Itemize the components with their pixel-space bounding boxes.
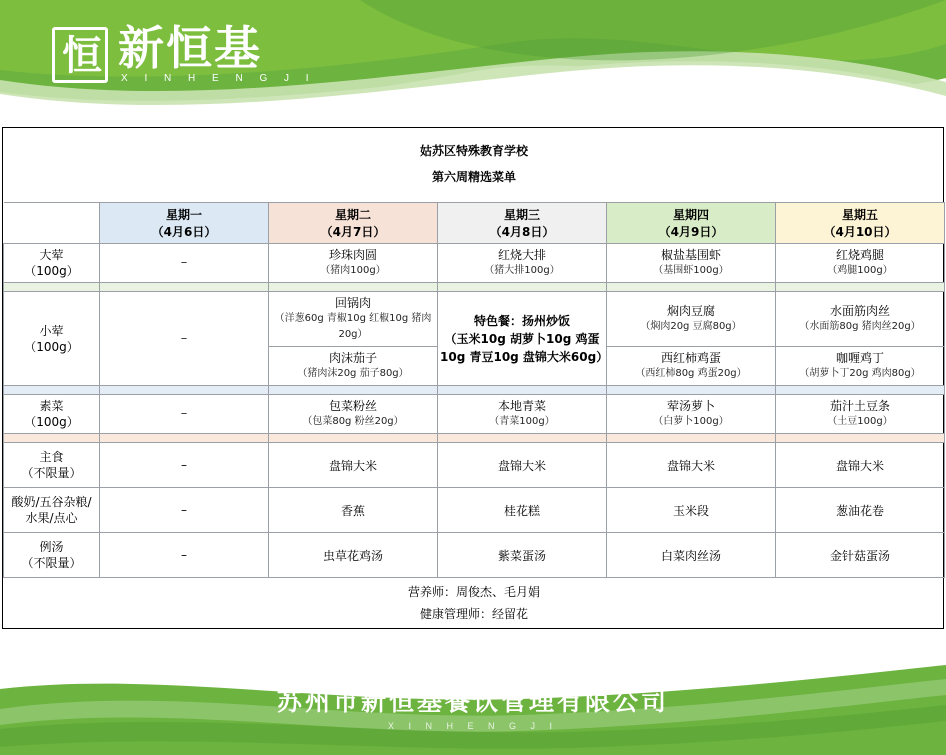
cell-big-dish-wed bbox=[438, 244, 607, 283]
cell-big-dish-wed-sub: （猪大排100g） bbox=[484, 265, 560, 276]
row-small-dish-a bbox=[4, 292, 945, 347]
cell-small-dish-thu-a-name: 焖肉豆腐 bbox=[666, 304, 715, 318]
header-friday-day: 星期五 bbox=[842, 208, 879, 222]
cell-snack-thu: 玉米段 bbox=[607, 488, 776, 533]
spacer-cell bbox=[438, 434, 607, 443]
cell-soup-wed: 紫菜蛋汤 bbox=[438, 533, 607, 578]
header-tuesday-day: 星期二 bbox=[334, 208, 371, 222]
header-thursday bbox=[607, 203, 776, 244]
menu-title-row bbox=[4, 128, 945, 203]
menu-title-cell bbox=[4, 128, 945, 203]
spacer-cell bbox=[4, 386, 100, 395]
cell-small-dish-fri-a-name: 水面筋肉丝 bbox=[830, 304, 891, 318]
spacer-cell bbox=[4, 283, 100, 292]
logo-mark-glyph: 恒 bbox=[62, 33, 98, 79]
menu-header-row bbox=[4, 203, 945, 244]
cell-big-dish-wed-name: 红烧大排 bbox=[497, 248, 546, 262]
spacer-cell bbox=[4, 434, 100, 443]
header-tuesday-date: （4月7日） bbox=[320, 225, 386, 239]
cell-vegetable-fri-sub: （土豆100g） bbox=[827, 416, 893, 427]
header-thursday-day: 星期四 bbox=[672, 208, 709, 222]
row-label-big-dish-weight: （100g） bbox=[24, 264, 79, 278]
header-thursday-date: （4月9日） bbox=[658, 225, 724, 239]
header-monday-day: 星期一 bbox=[165, 208, 202, 222]
header-monday-date: （4月6日） bbox=[151, 225, 217, 239]
cell-vegetable-thu bbox=[607, 395, 776, 434]
spacer-cell bbox=[438, 283, 607, 292]
row-spacer-1 bbox=[4, 283, 945, 292]
health-manager-note: 健康管理师：经留花 bbox=[420, 607, 529, 621]
cell-small-dish-mon bbox=[100, 292, 269, 386]
spacer-cell bbox=[438, 386, 607, 395]
cell-small-dish-tue-b-sub: （猪肉沫20g 茄子80g） bbox=[297, 368, 409, 379]
row-soup bbox=[4, 533, 945, 578]
cell-small-dish-mon-name: – bbox=[180, 330, 188, 346]
logo-mark-icon bbox=[52, 27, 108, 83]
cell-big-dish-thu-sub: （基围虾100g） bbox=[653, 265, 729, 276]
cell-big-dish-fri-sub: （鸡腿100g） bbox=[827, 265, 893, 276]
cell-big-dish-fri-name: 红烧鸡腿 bbox=[836, 248, 885, 262]
header-corner bbox=[4, 203, 100, 244]
row-label-snack bbox=[4, 488, 100, 533]
cell-vegetable-wed-name: 本地青菜 bbox=[497, 399, 546, 413]
spacer-cell bbox=[607, 283, 776, 292]
spacer-cell bbox=[100, 386, 269, 395]
cell-vegetable-fri-name: 茄汁土豆条 bbox=[830, 399, 891, 413]
row-label-soup-name: 例汤 bbox=[39, 540, 64, 554]
spacer-cell bbox=[100, 434, 269, 443]
cell-staple-thu: 盘锦大米 bbox=[607, 443, 776, 488]
spacer-cell bbox=[776, 283, 945, 292]
company-name-cn: 苏州市新恒基餐饮管理有限公司 bbox=[276, 687, 669, 716]
cell-snack-fri: 葱油花卷 bbox=[776, 488, 945, 533]
header-banner bbox=[0, 0, 946, 126]
cell-big-dish-thu bbox=[607, 244, 776, 283]
brand-name-en: X I N H E N G J I bbox=[121, 73, 316, 84]
spacer-cell bbox=[776, 386, 945, 395]
menu-sheet bbox=[2, 127, 944, 629]
cell-big-dish-thu-name: 椒盐基围虾 bbox=[660, 248, 721, 262]
cell-vegetable-mon bbox=[100, 395, 269, 434]
footer-text bbox=[0, 682, 946, 731]
cell-soup-thu: 白菜肉丝汤 bbox=[607, 533, 776, 578]
cell-small-dish-thu-a bbox=[607, 292, 776, 347]
cell-vegetable-thu-name: 荤汤萝卜 bbox=[666, 399, 715, 413]
cell-small-dish-fri-a-sub: （水面筋80g 猪肉丝20g） bbox=[799, 321, 921, 332]
cell-vegetable-tue bbox=[269, 395, 438, 434]
row-label-vegetable-weight: （100g） bbox=[24, 415, 79, 429]
row-label-big-dish bbox=[4, 244, 100, 283]
cell-small-dish-thu-a-sub: （焖肉20g 豆腐80g） bbox=[640, 321, 742, 332]
row-label-staple-name: 主食 bbox=[39, 450, 64, 464]
cell-big-dish-mon-name: – bbox=[180, 255, 188, 270]
cell-vegetable-tue-name: 包菜粉丝 bbox=[328, 399, 377, 413]
cell-small-dish-tue-b-name: 肉沫茄子 bbox=[328, 351, 377, 365]
cell-small-dish-fri-b bbox=[776, 347, 945, 386]
feature-meal-detail-2: 10g 青豆10g 盘锦大米60g） bbox=[440, 349, 609, 364]
cell-big-dish-tue bbox=[269, 244, 438, 283]
cell-snack-tue: 香蕉 bbox=[269, 488, 438, 533]
feature-meal-title: 特色餐：扬州炒饭 bbox=[473, 313, 570, 328]
cell-vegetable-fri bbox=[776, 395, 945, 434]
header-wednesday-day: 星期三 bbox=[503, 208, 540, 222]
row-label-small-dish-name: 小荤 bbox=[39, 323, 64, 338]
spacer-cell bbox=[269, 434, 438, 443]
notes-cell bbox=[4, 578, 945, 629]
cell-small-dish-thu-b-name: 西红柿鸡蛋 bbox=[660, 351, 721, 365]
row-big-dish bbox=[4, 244, 945, 283]
row-label-small-dish-weight: （100g） bbox=[24, 339, 79, 354]
footer-banner bbox=[0, 665, 946, 755]
cell-small-dish-thu-b-sub: （西红柿80g 鸡蛋20g） bbox=[635, 368, 747, 379]
spacer-cell bbox=[607, 434, 776, 443]
cell-big-dish-tue-sub: （猪肉100g） bbox=[320, 265, 386, 276]
cell-vegetable-mon-name: – bbox=[180, 406, 188, 421]
cell-soup-tue: 虫草花鸡汤 bbox=[269, 533, 438, 578]
cell-soup-fri: 金针菇蛋汤 bbox=[776, 533, 945, 578]
menu-week-title: 第六周精选菜单 bbox=[432, 170, 517, 184]
row-label-staple bbox=[4, 443, 100, 488]
row-label-snack-line2: 水果/点心 bbox=[25, 511, 78, 525]
cell-small-dish-fri-b-name: 咖喱鸡丁 bbox=[836, 351, 885, 365]
nutritionist-note: 营养师：周俊杰、毛月娟 bbox=[408, 585, 541, 599]
row-spacer-3 bbox=[4, 434, 945, 443]
cell-big-dish-fri bbox=[776, 244, 945, 283]
cell-small-dish-fri-b-sub: （胡萝卜丁20g 鸡肉80g） bbox=[799, 368, 921, 379]
cell-staple-tue: 盘锦大米 bbox=[269, 443, 438, 488]
row-label-big-dish-name: 大荤 bbox=[39, 248, 64, 262]
cell-staple-fri: 盘锦大米 bbox=[776, 443, 945, 488]
cell-feature-meal-wed bbox=[438, 292, 607, 386]
logo bbox=[52, 21, 316, 86]
row-label-soup-note: （不限量） bbox=[21, 556, 82, 570]
row-label-small-dish bbox=[4, 292, 100, 386]
cell-snack-wed: 桂花糕 bbox=[438, 488, 607, 533]
row-vegetable bbox=[4, 395, 945, 434]
cell-small-dish-tue-b bbox=[269, 347, 438, 386]
cell-vegetable-tue-sub: （包菜80g 粉丝20g） bbox=[302, 416, 404, 427]
row-snack bbox=[4, 488, 945, 533]
feature-meal-detail-1: （玉米10g 胡萝卜10g 鸡蛋 bbox=[444, 331, 600, 346]
menu-table bbox=[3, 128, 945, 628]
cell-vegetable-wed-sub: （青菜100g） bbox=[489, 416, 555, 427]
row-label-staple-note: （不限量） bbox=[21, 466, 82, 480]
school-name: 姑苏区特殊教育学校 bbox=[420, 144, 529, 158]
cell-staple-mon: – bbox=[100, 443, 269, 488]
cell-soup-mon: – bbox=[100, 533, 269, 578]
cell-staple-wed: 盘锦大米 bbox=[438, 443, 607, 488]
spacer-cell bbox=[269, 386, 438, 395]
cell-snack-mon: – bbox=[100, 488, 269, 533]
header-friday bbox=[776, 203, 945, 244]
row-label-vegetable bbox=[4, 395, 100, 434]
spacer-cell bbox=[607, 386, 776, 395]
row-label-soup bbox=[4, 533, 100, 578]
header-tuesday bbox=[269, 203, 438, 244]
spacer-cell bbox=[269, 283, 438, 292]
cell-big-dish-tue-name: 珍珠肉圆 bbox=[328, 248, 377, 262]
cell-vegetable-wed bbox=[438, 395, 607, 434]
cell-small-dish-tue-a-name: 回锅肉 bbox=[334, 296, 371, 310]
cell-big-dish-mon bbox=[100, 244, 269, 283]
row-label-vegetable-name: 素菜 bbox=[39, 399, 64, 413]
brand-name-cn: 新恒基 bbox=[118, 21, 262, 75]
spacer-cell bbox=[100, 283, 269, 292]
row-label-snack-line1: 酸奶/五谷杂粮/ bbox=[11, 495, 92, 509]
cell-small-dish-tue-a-sub: （洋葱60g 青椒10g 红椒10g 猪肉20g） bbox=[274, 313, 432, 340]
spacer-cell bbox=[776, 434, 945, 443]
cell-small-dish-tue-a bbox=[269, 292, 438, 347]
cell-small-dish-thu-b bbox=[607, 347, 776, 386]
header-monday bbox=[100, 203, 269, 244]
row-spacer-2 bbox=[4, 386, 945, 395]
header-wednesday-date: （4月8日） bbox=[489, 225, 555, 239]
row-notes bbox=[4, 578, 945, 629]
cell-small-dish-fri-a bbox=[776, 292, 945, 347]
header-friday-date: （4月10日） bbox=[823, 225, 897, 239]
cell-vegetable-thu-sub: （白萝卜100g） bbox=[653, 416, 729, 427]
company-name-en: X I N H E N G J I bbox=[387, 721, 558, 731]
logo-text bbox=[118, 21, 316, 86]
row-staple bbox=[4, 443, 945, 488]
header-wednesday bbox=[438, 203, 607, 244]
